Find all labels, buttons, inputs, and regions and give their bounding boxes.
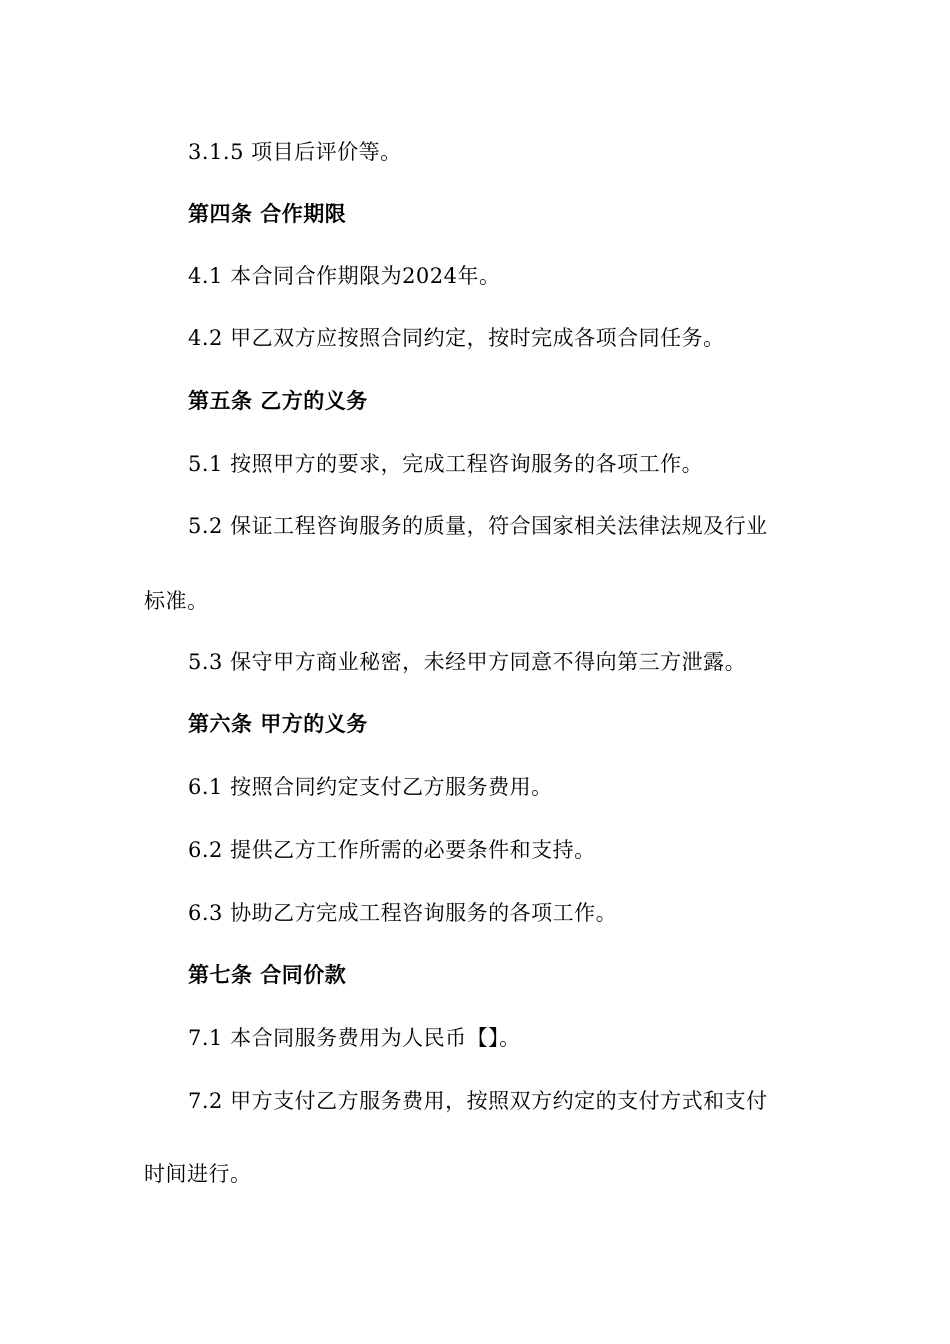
article-5-heading: 第五条 乙方的义务	[188, 389, 368, 413]
clause-5-2: 5.2 保证工程咨询服务的质量，符合国家相关法律法规及行业	[188, 514, 768, 538]
clause-4-2: 4.2 甲乙双方应按照合同约定，按时完成各项合同任务。	[188, 326, 725, 350]
clause-5-1: 5.1 按照甲方的要求，完成工程咨询服务的各项工作。	[188, 452, 704, 476]
article-6-heading: 第六条 甲方的义务	[188, 712, 368, 736]
clause-6-1: 6.1 按照合同约定支付乙方服务费用。	[188, 775, 553, 799]
clause-4-1: 4.1 本合同合作期限为2024年。	[188, 264, 501, 288]
clause-7-2-continued: 时间进行。	[144, 1162, 252, 1186]
clause-6-3: 6.3 协助乙方完成工程咨询服务的各项工作。	[188, 901, 618, 925]
clause-6-2: 6.2 提供乙方工作所需的必要条件和支持。	[188, 838, 596, 862]
article-4-heading: 第四条 合作期限	[188, 202, 347, 226]
clause-7-1: 7.1 本合同服务费用为人民币【】。	[188, 1026, 521, 1050]
clause-3-1-5: 3.1.5 项目后评价等。	[188, 140, 402, 164]
clause-7-2: 7.2 甲方支付乙方服务费用，按照双方约定的支付方式和支付	[188, 1089, 768, 1113]
clause-5-2-continued: 标准。	[144, 589, 209, 613]
clause-5-3: 5.3 保守甲方商业秘密，未经甲方同意不得向第三方泄露。	[188, 650, 747, 674]
article-7-heading: 第七条 合同价款	[188, 963, 347, 987]
